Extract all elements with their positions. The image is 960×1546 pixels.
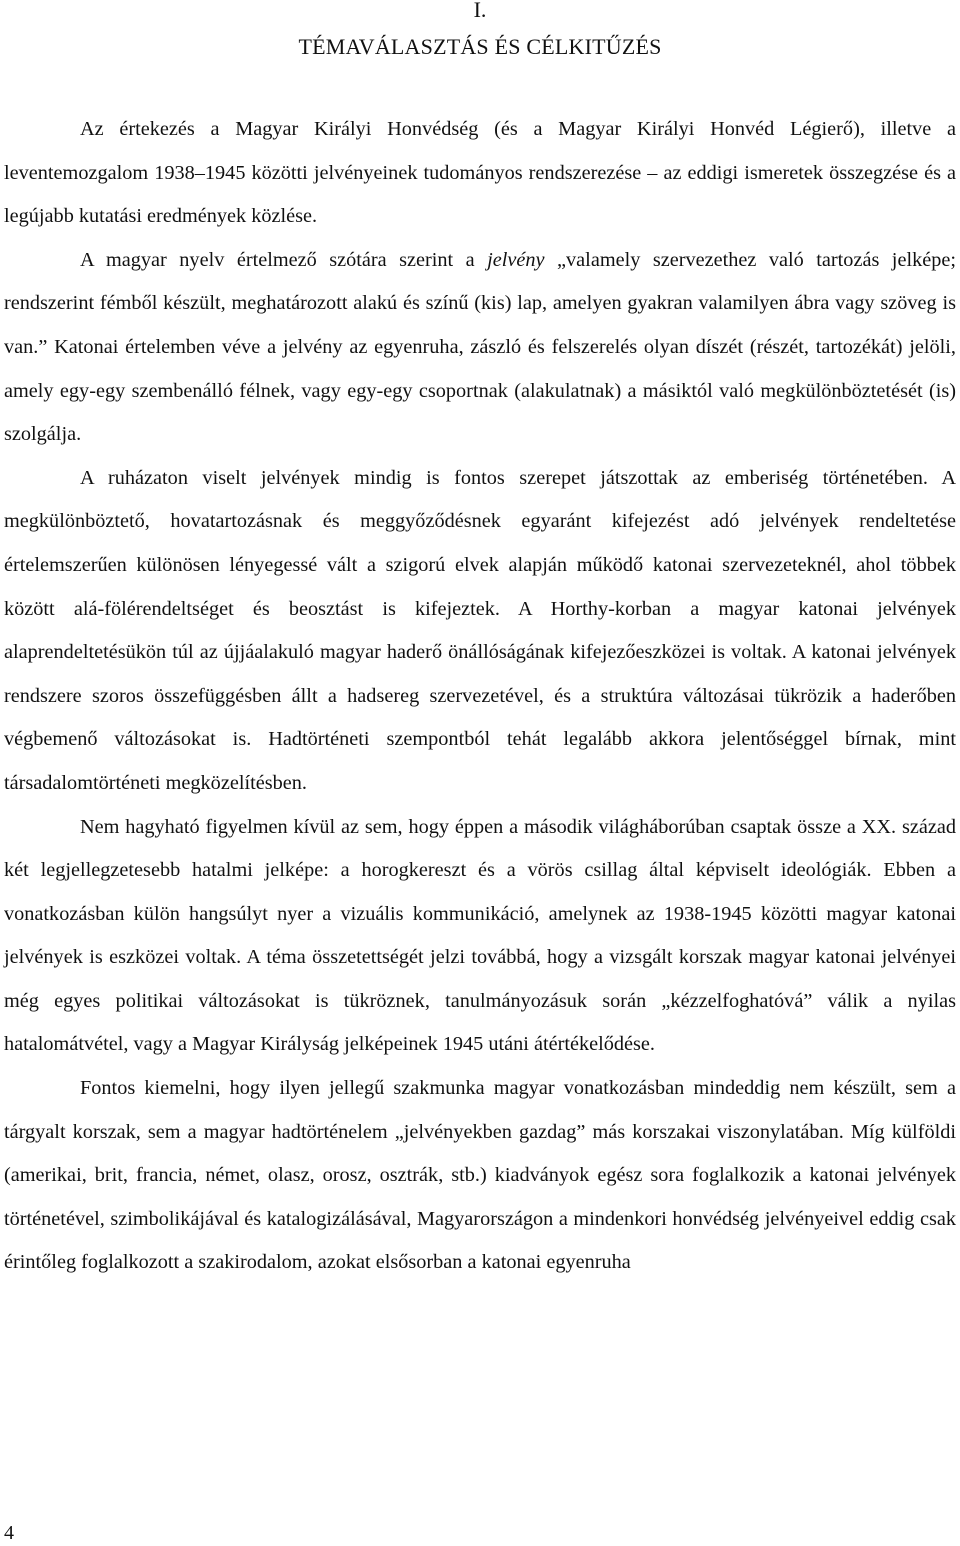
page-number: 4 <box>4 1522 14 1544</box>
paragraph-ideology: Nem hagyható figyelmen kívül az sem, hogy éppen a második világháborúban csaptak össze a XX. század két legjellegzetesebb hatalmi jelképe: a horogkereszt és a vörös csillag által képviselt ideológiák. Ebben a vonatkozásban külön hangsúlyt nyer a vizuális kommunikáció, amelynek az 1938-1945 közötti magyar katonai jelvények is eszközei voltak. A téma összetettségét jelzi továbbá, hogy a vizsgált korszak magyar katonai jelvényei még egyes politikai változásokat is tükröznek, tanulmányozásuk során „kézzelfoghatóvá” válik a nyilas hatalomátvétel, vagy a Magyar Királyság jelképeinek 1945 utáni átértékelődése. <box>4 815 956 1056</box>
body-text <box>4 108 956 1285</box>
chapter-number: I. <box>473 0 487 22</box>
definition-lead: A magyar nyelv értelmező szótára szerint a <box>80 248 488 271</box>
definition-body: „valamely szervezethez való tartozás jelképe; rendszerint fémből készült, meghatározott alakú és színű (kis) lap, amelyen gyakran valamilyen ábra vagy szöveg is van.” Katonai értelemben véve a jelvény az egyenruha, zászló és felszerelés olyan díszét (részét, tartozékát) jelöli, amely egy-egy szembenálló félnek, vagy egy-egy csoportnak (alakulatnak) a másiktól való megkülönböztetését (is) szolgálja. <box>4 248 956 446</box>
chapter-title: TÉMAVÁLASZTÁS ÉS CÉLKITŰZÉS <box>298 34 662 59</box>
document-page <box>4 0 956 1285</box>
paragraph-history: A ruházaton viselt jelvények mindig is fontos szerepet játszottak az emberiség történetében. A megkülönböztető, hovatartozásnak és meggyőződésnek egyaránt kifejezést adó jelvények rendeltetése értelemszerűen különösen lényegessé vált a szigorú elvek alapján működő katonai szervezeteknél, ahol többek között alá-fölérendeltséget és beosztást is kifejeztek. A Horthy-korban a magyar katonai jelvények alaprendeltetésükön túl az újjáalakuló magyar haderő önállóságának kifejezőeszközei is voltak. A katonai jelvények rendszere szoros összefüggésben állt a hadsereg szervezetével, és a struktúra változásai tükrözik a haderőben végbemenő változásokat is. Hadtörténeti szempontból tehát legalább akkora jelentőséggel bírnak, mint társadalomtörténeti megközelítésben. <box>4 466 956 794</box>
paragraph-definition <box>4 239 956 457</box>
definition-term: jelvény <box>487 248 545 271</box>
paragraph-intro: Az értekezés a Magyar Királyi Honvédség (és a Magyar Királyi Honvéd Légierő), illetve a leventemozgalom 1938–1945 közötti jelvényeinek tudományos rendszerezése – az eddigi ismeretek összegzése és a legújabb kutatási eredmények közlése. <box>4 118 956 228</box>
paragraph-literature: Fontos kiemelni, hogy ilyen jellegű szakmunka magyar vonatkozásban mindeddig nem készült, sem a tárgyalt korszak, sem a magyar hadtörténelem „jelvényekben gazdag” más korszakai viszonylatában. Míg külföldi (amerikai, brit, francia, német, olasz, orosz, osztrák, stb.) kiadványok egész sora foglalkozik a katonai jelvények történetével, szimbolikájával és katalogizálásával, Magyarországon a mindenkori honvédség jelvényeivel eddig csak érintőleg foglalkozott a szakirodalom, azokat elsősorban a katonai egyenruha <box>4 1077 956 1274</box>
